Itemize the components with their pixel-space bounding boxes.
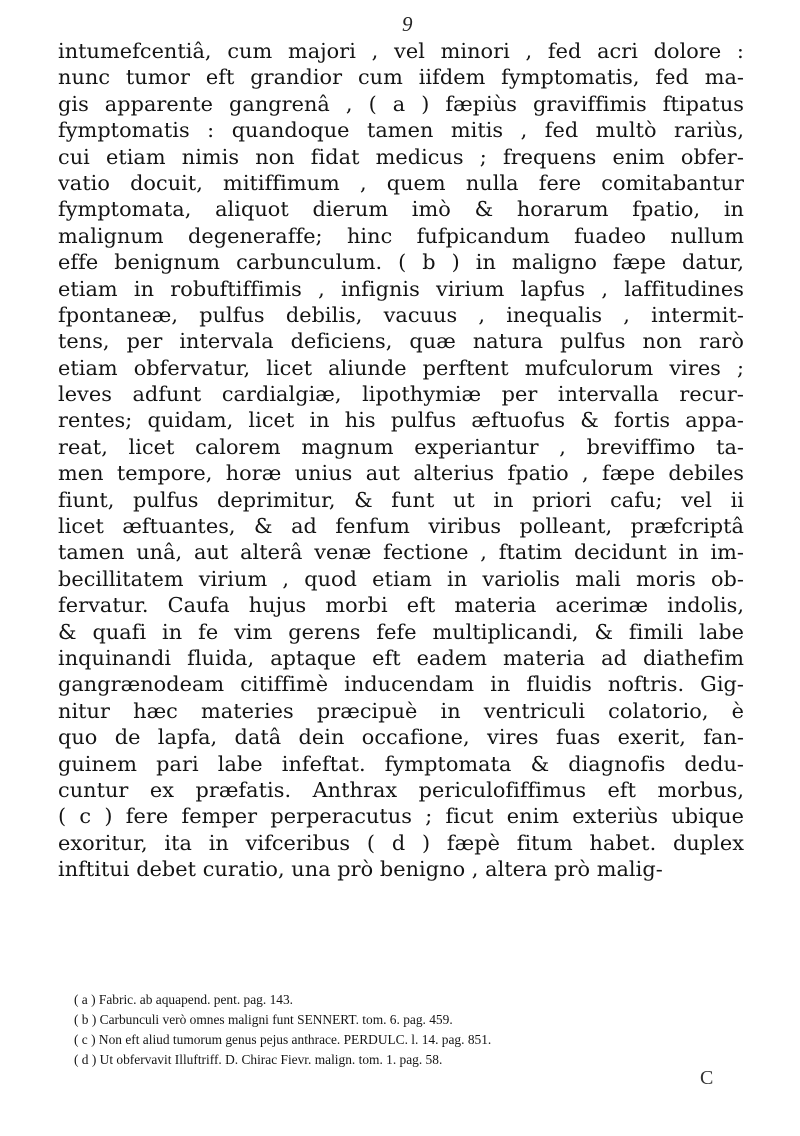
- text-line: fpontaneæ, pulfus debilis, vacuus , inequalis , intermit-: [58, 302, 744, 327]
- footnote: ( b ) Carbunculi verò omnes maligni funt SENNERT. tom. 6. pag. 459.: [74, 1012, 453, 1027]
- text-line: men tempore, horæ unius aut alterius fpatio , fæpe debiles: [58, 461, 744, 486]
- text-line: guinem pari labe infeftat. fymptomata & diagnofis dedu-: [58, 751, 744, 776]
- footnotes: [74, 990, 724, 1070]
- text-line: cuntur ex præfatis. Anthrax periculofiffimus eft morbus,: [58, 777, 744, 802]
- text-line: & quafi in fe vim gerens fefe multiplicandi, & fimili labe: [58, 619, 744, 644]
- text-line: fiunt, pulfus deprimitur, & funt ut in priori cafu; vel ii: [58, 487, 744, 512]
- text-line: intumefcentiâ, cum majori , vel minori , fed acri dolore :: [58, 39, 744, 63]
- body-text: [58, 38, 744, 883]
- text-line: exoritur, ita in vifceribus ( d ) fæpè fitum habet. duplex: [58, 830, 744, 855]
- text-line: vatio docuit, mitiffimum , quem nulla fere comitabantur: [58, 170, 744, 195]
- text-line: etiam in robuftiffimis , infignis virium lapfus , laffitudines: [58, 276, 744, 301]
- text-line: becillitatem virium , quod etiam in variolis mali moris ob-: [58, 566, 744, 591]
- footnote: ( d ) Ut obfervavit Illuftriff. D. Chirac Fievr. malign. tom. 1. pag. 58.: [74, 1052, 443, 1067]
- text-line: gis apparente gangrenâ , ( a ) fæpiùs graviffimis ftipatus: [58, 91, 744, 116]
- text-line: fervatur. Caufa hujus morbi eft materia acerimæ indolis,: [58, 593, 744, 618]
- text-line: fymptomata, aliquot dierum imò & horarum fpatio, in: [58, 197, 744, 222]
- text-line: fymptomatis : quandoque tamen mitis , fed multò rariùs,: [58, 118, 744, 143]
- text-line: reat, licet calorem magnum experiantur , breviffimo ta-: [58, 434, 744, 459]
- footnote: ( a ) Fabric. ab aquapend. pent. pag. 143.: [74, 992, 294, 1007]
- text-line: licet æftuantes, & ad fenfum viribus polleant, præfcriptâ: [58, 514, 744, 539]
- text-line: nitur hæc materies præcipuè in ventriculi colatorio, è: [58, 698, 744, 723]
- text-line: leves adfunt cardialgiæ, lipothymiæ per intervalla recur-: [58, 382, 744, 407]
- text-line: inquinandi fluida, aptaque eft eadem materia ad diathefim: [58, 645, 744, 670]
- text-line: etiam obfervatur, licet aliunde perftent mufculorum vires ;: [58, 355, 744, 380]
- text-line: nunc tumor eft grandior cum iifdem fymptomatis, fed ma-: [58, 65, 744, 90]
- text-line: malignum degeneraffe; hinc fufpicandum fuadeo nullum: [58, 223, 744, 248]
- catchword: C: [700, 1067, 714, 1089]
- text-line: inftitui debet curatio, una prò benigno , altera prò malig-: [58, 857, 663, 882]
- text-line: ( c ) fere femper perperacutus ; ficut enim exteriùs ubique: [58, 804, 744, 829]
- text-line: rentes; quidam, licet in his pulfus æftuofus & fortis appa-: [58, 408, 744, 433]
- text-line: quo de lapfa, datâ dein occafione, vires fuas exerit, fan-: [58, 725, 744, 750]
- text-line: tens, per intervala deficiens, quæ natura pulfus non rarò: [58, 329, 744, 354]
- text-line: effe benignum carbunculum. ( b ) in maligno fæpe datur,: [58, 250, 744, 275]
- text-line: cui etiam nimis non fidat medicus ; frequens enim obfer-: [58, 144, 744, 169]
- text-line: tamen unâ, aut alterâ venæ fectione , ftatim decidunt in im-: [58, 540, 744, 565]
- page-number: 9: [402, 12, 413, 36]
- text-line: gangrænodeam citiffimè inducendam in fluidis noftris. Gig-: [58, 672, 744, 697]
- footnote: ( c ) Non eft aliud tumorum genus pejus anthrace. PERDULC. l. 14. pag. 851.: [74, 1032, 492, 1047]
